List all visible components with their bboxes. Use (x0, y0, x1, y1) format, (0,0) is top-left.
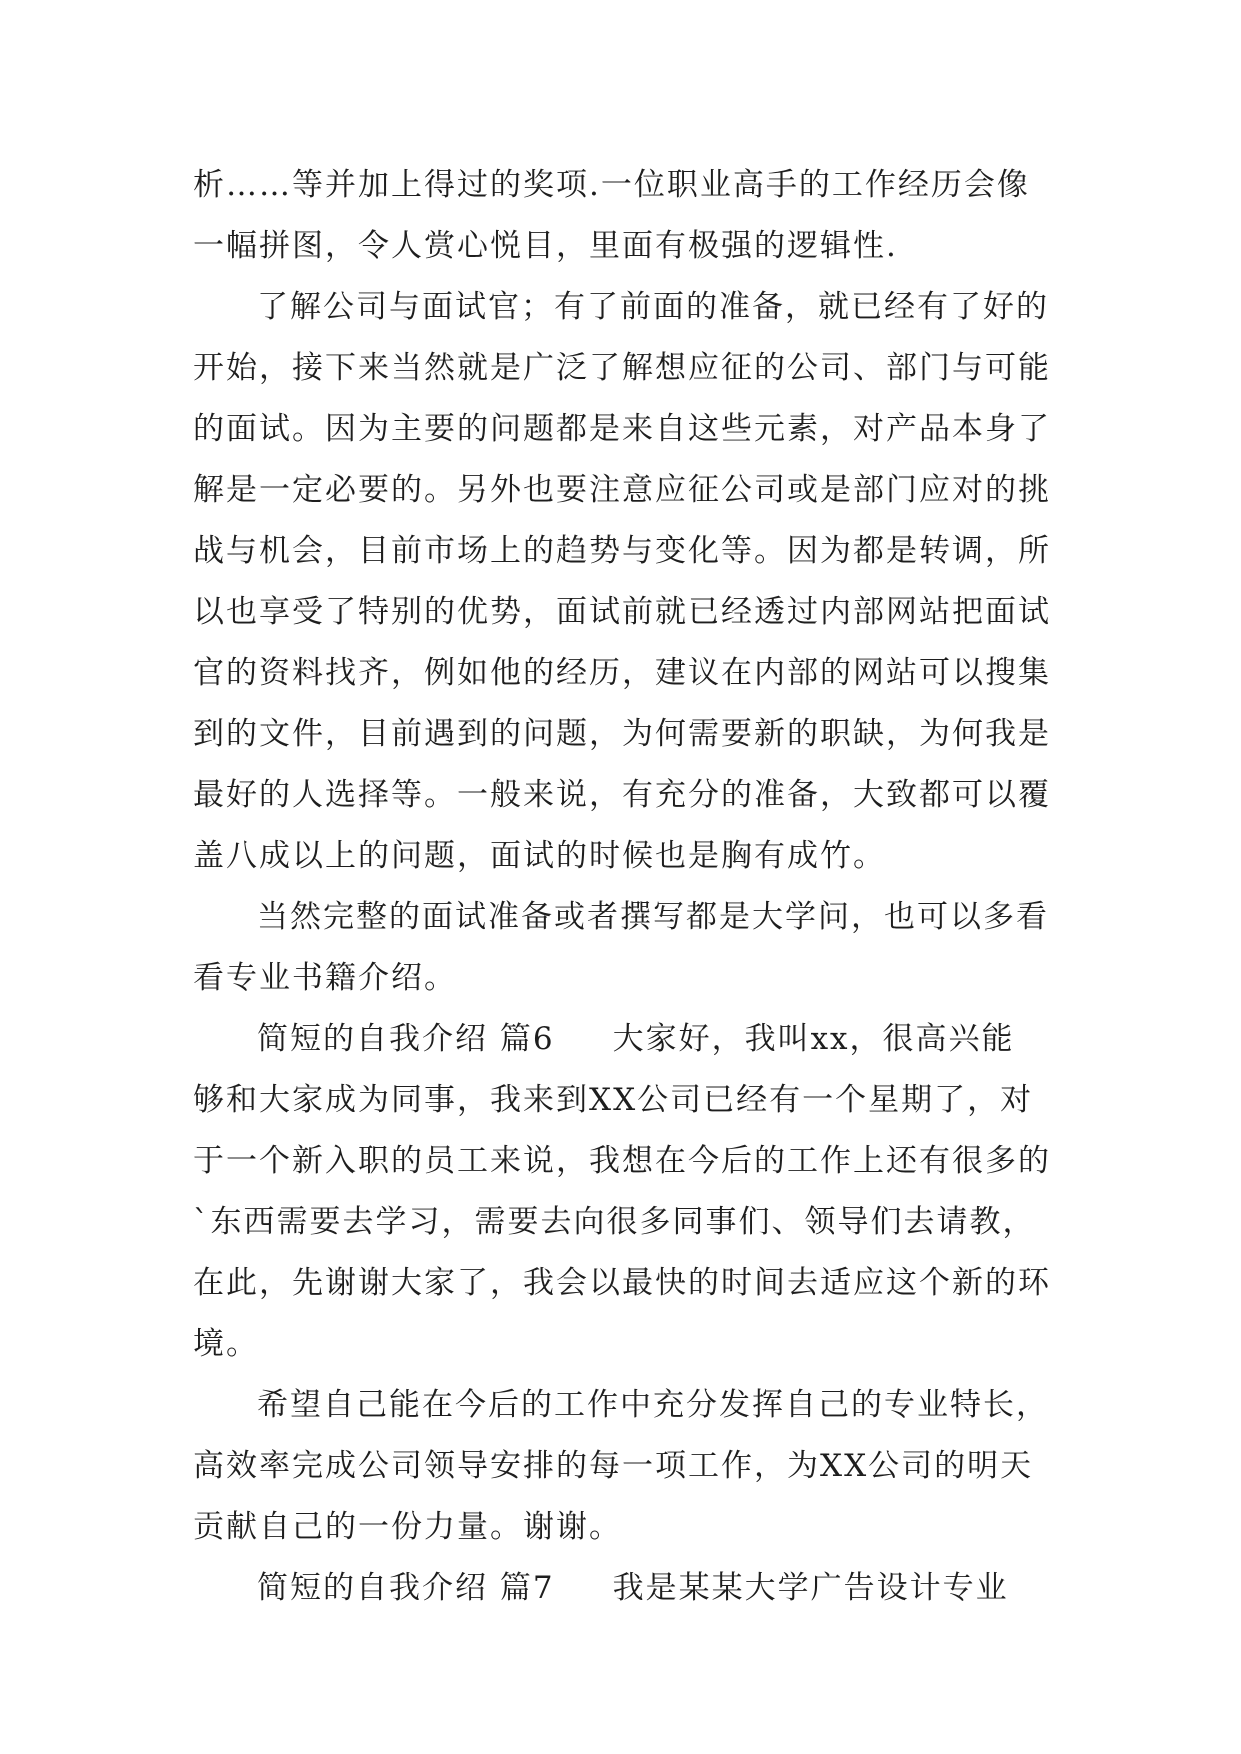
paragraph-line: 了解公司与面试官；有了前面的准备，就已经有了好的 (257, 289, 1049, 325)
body-text (193, 155, 1053, 1619)
paragraph-line: 到的文件，目前遇到的问题，为何需要新的职缺，为何我是 (193, 716, 1051, 752)
paragraph-line: 官的资料找齐，例如他的经历，建议在内部的网站可以搜集 (193, 655, 1051, 691)
paragraph-line: 境。 (193, 1326, 259, 1362)
paragraph-line: 看专业书籍介绍。 (193, 960, 457, 996)
paragraph-line: 最好的人选择等。一般来说，有充分的准备，大致都可以覆 (193, 777, 1051, 813)
paragraph-line: `东西需要去学习，需要去向很多同事们、领导们去请教， (193, 1204, 1036, 1240)
paragraph-line: 在此，先谢谢大家了，我会以最快的时间去适应这个新的环 (193, 1265, 1051, 1301)
paragraph-line: 以也享受了特别的优势，面试前就已经透过内部网站把面试 (193, 594, 1051, 630)
paragraph-line: 解是一定必要的。另外也要注意应征公司或是部门应对的挑 (193, 472, 1051, 508)
paragraph-line: 当然完整的面试准备或者撰写都是大学问，也可以多看 (257, 899, 1049, 935)
paragraph-line: 析……等并加上得过的奖项.一位职业高手的工作经历会像 (193, 167, 1030, 203)
paragraph-line: 贡献自己的一份力量。谢谢。 (193, 1509, 622, 1545)
paragraph-line: 够和大家成为同事，我来到XX公司已经有一个星期了，对 (193, 1082, 1034, 1118)
section-heading-line (193, 1558, 1053, 1619)
section-text: 大家好，我叫xx，很高兴能 (612, 1021, 1015, 1057)
paragraph-line: 盖八成以上的问题，面试的时候也是胸有成竹。 (193, 838, 886, 874)
section-heading: 简短的自我介绍 篇7 (257, 1570, 555, 1606)
paragraph-line: 一幅拼图，令人赏心悦目，里面有极强的逻辑性. (193, 228, 898, 264)
paragraph-line: 高效率完成公司领导安排的每一项工作，为XX公司的明天 (193, 1448, 1034, 1484)
paragraph-line: 的面试。因为主要的问题都是来自这些元素，对产品本身了 (193, 411, 1051, 447)
paragraph-line: 战与机会，目前市场上的趋势与变化等。因为都是转调，所 (193, 533, 1051, 569)
section-heading-line (193, 1009, 1053, 1070)
section-heading: 简短的自我介绍 篇6 (257, 1021, 555, 1057)
section-text: 我是某某大学广告设计专业 (612, 1570, 1009, 1606)
paragraph-line: 于一个新入职的员工来说，我想在今后的工作上还有很多的 (193, 1143, 1051, 1179)
paragraph-line: 开始，接下来当然就是广泛了解想应征的公司、部门与可能 (193, 350, 1051, 386)
paragraph-line: 希望自己能在今后的工作中充分发挥自己的专业特长， (257, 1387, 1049, 1423)
